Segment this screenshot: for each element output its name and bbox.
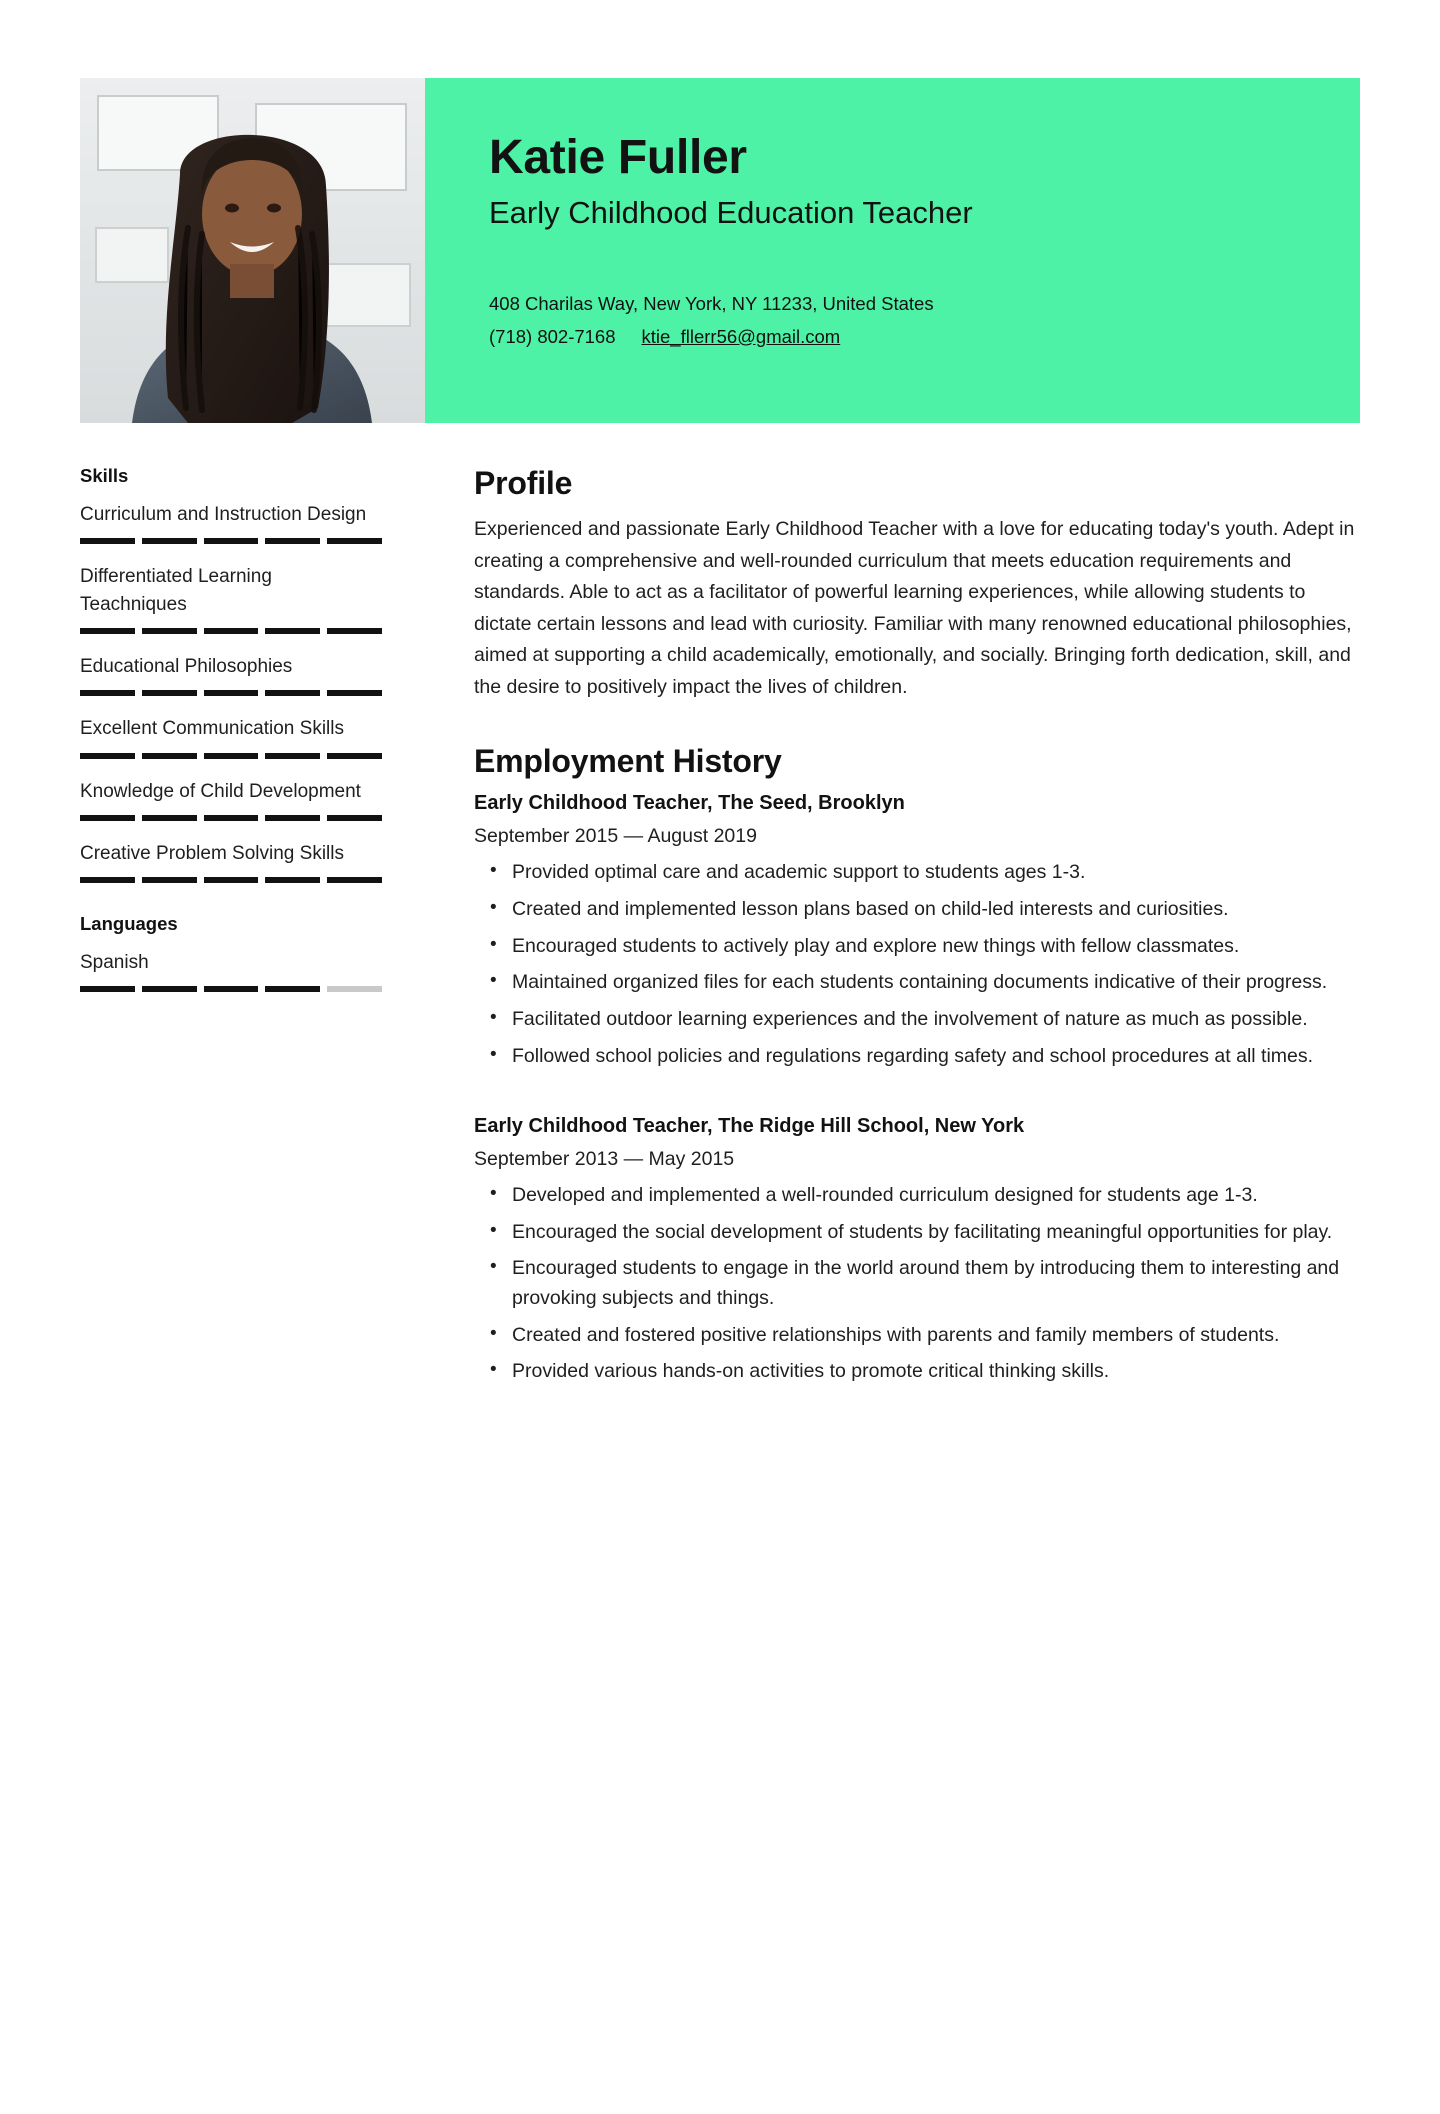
employment-entry	[474, 1115, 1360, 1387]
skill-rating	[80, 877, 382, 883]
employment-section-title: Employment History	[474, 743, 782, 780]
list-item	[80, 949, 382, 992]
list-item: • Encouraged students to actively play and explore new things with fellow classmates.	[510, 932, 1360, 962]
job-dates: September 2013 — May 2015	[474, 1148, 735, 1171]
job-bullets	[474, 1181, 1360, 1387]
skill-label: Differentiated Learning Teachniques	[80, 566, 272, 616]
skill-rating	[80, 753, 382, 759]
main-column	[382, 465, 1360, 1394]
contact-email-link[interactable]: ktie_fllerr56@gmail.com	[641, 325, 841, 347]
skill-label: Knowledge of Child Development	[80, 780, 361, 802]
header-identity-block	[425, 78, 1360, 423]
contact-phone: (718) 802-7168	[489, 325, 616, 347]
avatar	[80, 78, 425, 423]
resume-body	[80, 465, 1360, 1394]
languages-heading: Languages	[80, 912, 178, 934]
list-item: • Followed school policies and regulations regarding safety and school procedures at all times.	[510, 1042, 1360, 1072]
job-heading: Early Childhood Teacher, The Seed, Brooklyn	[474, 792, 905, 815]
languages-section	[80, 913, 382, 992]
skill-label: Curriculum and Instruction Design	[80, 504, 367, 525]
employment-section	[474, 743, 1360, 1387]
language-rating	[80, 986, 382, 992]
employment-entry	[474, 792, 1360, 1071]
portrait-photo-icon	[80, 78, 425, 423]
skills-heading: Skills	[80, 465, 129, 486]
contact-address: 408 Charilas Way, New York, NY 11233, United States	[489, 293, 934, 315]
resume-page	[0, 78, 1440, 2114]
list-item: • Encouraged the social development of students by facilitating meaningful opportunities for play.	[510, 1218, 1360, 1248]
list-item: • Maintained organized files for each students containing documents indicative of their progress.	[510, 968, 1360, 998]
list-item: • Facilitated outdoor learning experiences and the involvement of nature as much as possible.	[510, 1005, 1360, 1035]
job-bullets	[474, 858, 1360, 1071]
resume-header	[80, 78, 1360, 423]
list-item	[80, 563, 382, 634]
profile-text: Experienced and passionate Early Childhood Teacher with a love for educating today's youth. Adept in creating a comprehensive and well-rounded curriculum that meets education requirements and standards. Able to act as a facilitator of powerful learning experiences, while allowing students to dictate certain lessons and lead with curiosity. Familiar with many renowned educational philosophies, aimed at supporting a child academically, emotionally, and socially. Bringing forth dedication, skill, and the desire to positively impact the lives of children.	[474, 518, 1355, 698]
list-item: • Encouraged students to engage in the world around them by introducing them to interesting and provoking subjects and things.	[510, 1254, 1360, 1313]
contact-block	[489, 288, 1300, 353]
list-item	[80, 501, 382, 544]
list-item	[80, 653, 382, 696]
skill-label: Educational Philosophies	[80, 656, 293, 678]
job-title: Early Childhood Education Teacher	[489, 195, 973, 231]
list-item: • Provided various hands-on activities to promote critical thinking skills.	[510, 1357, 1360, 1387]
list-item: • Provided optimal care and academic support to students ages 1-3.	[510, 858, 1360, 888]
list-item: • Created and implemented lesson plans based on child-led interests and curiosities.	[510, 895, 1360, 925]
profile-section-title: Profile	[474, 465, 573, 501]
skill-label: Excellent Communication Skills	[80, 718, 344, 740]
language-label: Spanish	[80, 951, 149, 973]
job-heading: Early Childhood Teacher, The Ridge Hill School, New York	[474, 1115, 1025, 1138]
skill-rating	[80, 690, 382, 696]
list-item	[80, 840, 382, 883]
list-item: • Developed and implemented a well-rounded curriculum designed for students age 1-3.	[510, 1181, 1360, 1211]
list-item	[80, 778, 382, 821]
list-item: • Created and fostered positive relationships with parents and family members of students.	[510, 1321, 1360, 1351]
page-title: Katie Fuller	[489, 131, 747, 184]
skill-label: Creative Problem Solving Skills	[80, 842, 344, 864]
sidebar	[80, 465, 382, 1011]
skill-rating	[80, 628, 382, 634]
skill-rating	[80, 815, 382, 821]
list-item	[80, 715, 382, 758]
job-dates: September 2015 — August 2019	[474, 825, 757, 848]
skill-rating	[80, 538, 382, 544]
